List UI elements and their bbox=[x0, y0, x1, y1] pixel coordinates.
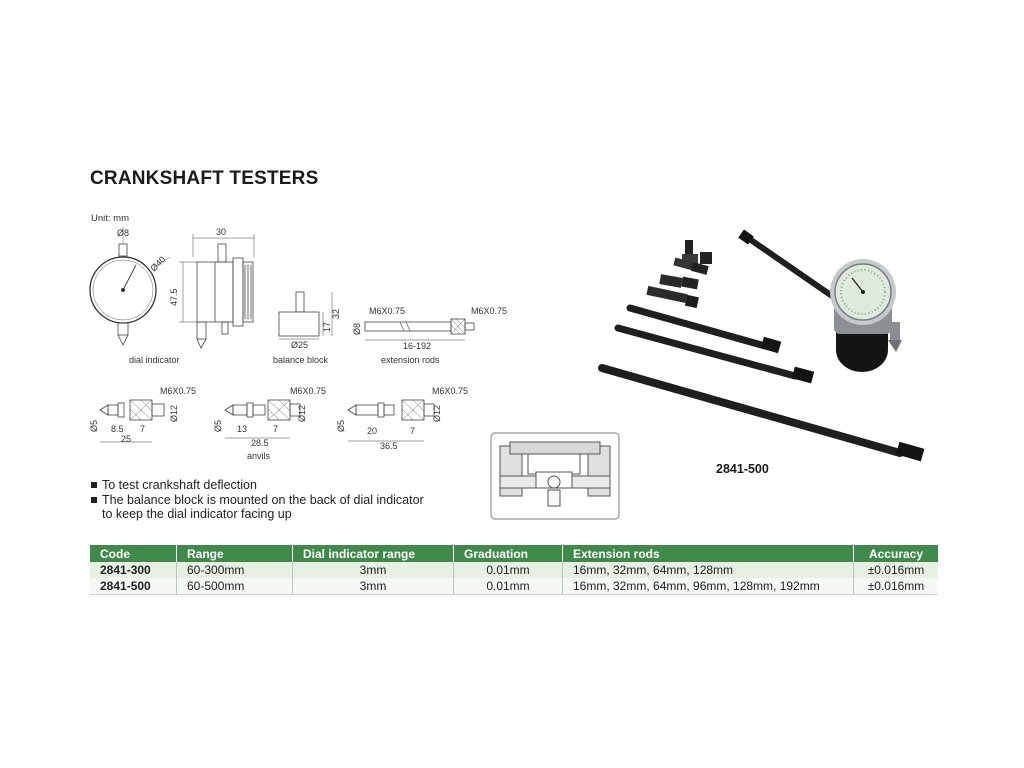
anvil-3-total: 36.5 bbox=[380, 441, 398, 451]
anvil-1-l1: 8.5 bbox=[111, 424, 124, 434]
col-code: Code bbox=[90, 545, 177, 562]
anvil-1-dia-tip: Ø5 bbox=[89, 419, 99, 432]
setup-diagram bbox=[490, 432, 620, 520]
block-dia: Ø25 bbox=[291, 340, 309, 350]
extension-rod-3 bbox=[602, 368, 924, 461]
table-row bbox=[90, 562, 938, 578]
product-model-label: 2841-500 bbox=[716, 462, 769, 476]
dial-indicator-side-drawing bbox=[179, 234, 254, 348]
anvil-1-l2: 7 bbox=[140, 424, 146, 434]
block-height-a: 17 bbox=[322, 321, 332, 332]
cell-graduation: 0.01mm bbox=[454, 562, 563, 578]
col-accuracy: Accuracy bbox=[854, 545, 939, 562]
rod-thread-right: M6X0.75 bbox=[471, 306, 508, 316]
anvils-caption: anvils bbox=[247, 451, 271, 461]
unit-label: Unit: mm bbox=[91, 213, 129, 224]
dial-dia-big: Ø40 bbox=[148, 254, 168, 274]
cell-code: 2841-300 bbox=[90, 562, 177, 578]
cell-dial-range: 3mm bbox=[293, 562, 454, 578]
anvil-2-total: 28.5 bbox=[251, 438, 269, 448]
anvil-part-3 bbox=[659, 274, 698, 289]
rod-caption: extension rods bbox=[381, 355, 440, 365]
col-extension-rods: Extension rods bbox=[563, 545, 854, 562]
anvil-2-dia-body: Ø12 bbox=[297, 404, 307, 422]
feature-item: To test crankshaft deflection bbox=[90, 478, 424, 493]
dial-dia-small: Ø8 bbox=[117, 228, 130, 238]
cell-range: 60-300mm bbox=[177, 562, 293, 578]
dial-indicator-photo bbox=[738, 229, 902, 372]
feature-item-continuation: to keep the dial indicator facing up bbox=[102, 507, 292, 521]
extension-rod-2 bbox=[618, 328, 814, 383]
anvil-3-l1: 20 bbox=[367, 426, 378, 436]
extension-rod-1 bbox=[630, 308, 781, 353]
anvil-2-dia-tip: Ø5 bbox=[213, 419, 223, 432]
feature-list bbox=[90, 478, 424, 522]
table-row bbox=[90, 578, 938, 595]
block-caption: balance block bbox=[273, 355, 329, 365]
anvil-part-1 bbox=[682, 240, 712, 264]
rod-thread-left: M6X0.75 bbox=[369, 306, 406, 316]
cell-code: 2841-500 bbox=[90, 578, 177, 595]
technical-drawings bbox=[80, 205, 530, 465]
dial-indicator-front-drawing bbox=[90, 227, 170, 345]
anvil-2-l1: 13 bbox=[237, 424, 248, 434]
page-title: CRANKSHAFT TESTERS bbox=[90, 168, 319, 189]
anvil-1-dia-body: Ø12 bbox=[169, 404, 179, 422]
cell-range: 60-500mm bbox=[177, 578, 293, 595]
col-graduation: Graduation bbox=[454, 545, 563, 562]
cell-graduation: 0.01mm bbox=[454, 578, 563, 595]
anvil-3-drawing bbox=[348, 400, 434, 441]
anvil-1-thread: M6X0.75 bbox=[160, 386, 197, 396]
spec-table bbox=[90, 545, 938, 595]
dial-height: 47.5 bbox=[169, 288, 179, 306]
anvil-1-drawing bbox=[100, 400, 164, 442]
col-range: Range bbox=[177, 545, 293, 562]
anvil-part-4 bbox=[646, 286, 699, 308]
anvil-3-l2: 7 bbox=[410, 426, 416, 436]
anvil-1-total: 25 bbox=[121, 434, 132, 444]
anvil-3-dia-body: Ø12 bbox=[432, 404, 442, 422]
anvil-2-l2: 7 bbox=[273, 424, 279, 434]
block-height-b: 32 bbox=[331, 308, 341, 319]
cell-extension-rods: 16mm, 32mm, 64mm, 128mm bbox=[563, 562, 854, 578]
dial-caption: dial indicator bbox=[129, 355, 180, 365]
cell-dial-range: 3mm bbox=[293, 578, 454, 595]
col-dial-range: Dial indicator range bbox=[293, 545, 454, 562]
extension-rod-drawing bbox=[365, 319, 474, 340]
cell-accuracy: ±0.016mm bbox=[854, 562, 939, 578]
anvil-2-thread: M6X0.75 bbox=[290, 386, 327, 396]
table-header-row bbox=[90, 545, 938, 562]
dial-width: 30 bbox=[216, 227, 227, 237]
cell-extension-rods: 16mm, 32mm, 64mm, 96mm, 128mm, 192mm bbox=[563, 578, 854, 595]
anvil-3-thread: M6X0.75 bbox=[432, 386, 469, 396]
cell-accuracy: ±0.016mm bbox=[854, 578, 939, 595]
product-photo bbox=[590, 228, 940, 478]
anvil-3-dia-tip: Ø5 bbox=[336, 419, 346, 432]
feature-item: The balance block is mounted on the back of dial indicator bbox=[90, 493, 424, 508]
rod-length: 16-192 bbox=[403, 341, 432, 351]
rod-dia: Ø8 bbox=[352, 322, 362, 335]
